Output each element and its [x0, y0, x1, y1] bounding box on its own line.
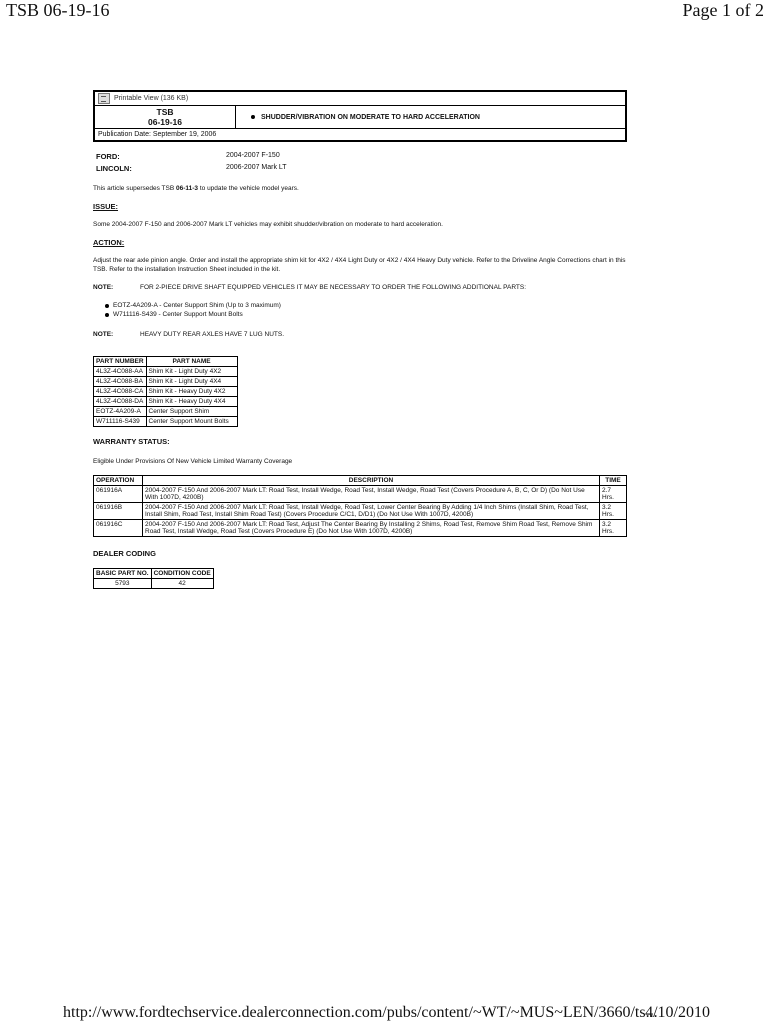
column-header: CONDITION CODE — [151, 569, 213, 579]
part-name: Shim Kit - Heavy Duty 4X2 — [146, 387, 237, 397]
part-number: W711116-S439 — [94, 417, 147, 427]
column-header: DESCRIPTION — [143, 476, 600, 486]
additional-parts-list — [93, 301, 627, 319]
basic-part-number: 5793 — [94, 579, 152, 589]
part-number: EOTZ-4A209-A — [94, 407, 147, 417]
list-item — [105, 310, 627, 319]
parts-table-wrap — [93, 356, 627, 427]
operation-code: 061916C — [94, 520, 143, 537]
part-name: Shim Kit - Light Duty 4X2 — [146, 367, 237, 377]
supersedes-post: to update the vehicle model years. — [198, 185, 299, 192]
list-item — [105, 301, 627, 310]
note-heavy-duty — [93, 331, 627, 338]
operation-time: 3.2 Hrs. — [600, 520, 627, 537]
operation-description: 2004-2007 F-150 And 2006-2007 Mark LT: Road Test, Install Wedge, Road Test, Lower Center Bearing By Adding 1/4 Inch Shims (Install Shim, Road Test, Install Shim, Road Test, Install Shim Road Test) (Covers Procedure C/C1, D/D1) (Do Not Use With 1007D, 4200B) — [143, 503, 600, 520]
bullet-icon — [251, 115, 255, 119]
printable-view-row — [95, 92, 625, 106]
part-number: 4L3Z-4C088-DA — [94, 397, 147, 407]
operation-time: 3.2 Hrs. — [600, 503, 627, 520]
tsb-subject: SHUDDER/VIBRATION ON MODERATE TO HARD ACCELERATION — [261, 113, 480, 121]
dealer-coding-table-wrap — [93, 568, 627, 589]
tsb-number: 06-19-16 — [147, 117, 183, 127]
page-header-title: TSB 06-19-16 — [6, 0, 110, 20]
operation-code: 061916A — [94, 486, 143, 503]
warranty-heading: WARRANTY STATUS: — [93, 437, 170, 446]
table-row — [94, 503, 627, 520]
tsb-number-cell — [95, 106, 236, 128]
note-text: FOR 2-PIECE DRIVE SHAFT EQUIPPED VEHICLES IT MAY BE NECESSARY TO ORDER THE FOLLOWING ADDITIONAL PARTS: — [140, 284, 527, 291]
issue-text: Some 2004-2007 F-150 and 2006-2007 Mark LT vehicles may exhibit shudder/vibration on moderate to hard acceleration. — [93, 221, 443, 228]
part-name: Center Support Mount Bolts — [146, 417, 237, 427]
table-row — [94, 579, 214, 589]
part-name: Center Support Shim — [146, 407, 237, 417]
tsb-document — [93, 90, 627, 589]
superseded-tsb: 06-11-3 — [175, 185, 199, 192]
table-row — [94, 417, 238, 427]
vehicle-models: 2006-2007 Mark LT — [226, 164, 287, 171]
column-header: TIME — [600, 476, 627, 486]
dealer-coding-heading: DEALER CODING — [93, 549, 156, 558]
table-row — [94, 367, 238, 377]
note-two-piece-driveshaft — [93, 284, 627, 291]
printable-view-link[interactable]: Printable View (136 KB) — [114, 95, 189, 102]
vehicle-make: LINCOLN: — [96, 164, 132, 173]
tsb-subject-cell — [236, 106, 480, 128]
list-item-text: W711116-S439 - Center Support Mount Bolts — [113, 311, 243, 318]
part-name: Shim Kit - Heavy Duty 4X4 — [146, 397, 237, 407]
table-row — [94, 387, 238, 397]
operation-code: 061916B — [94, 503, 143, 520]
page-footer-date: 4/10/2010 — [645, 1004, 710, 1021]
operations-table-wrap — [93, 475, 627, 537]
column-header: PART NUMBER — [94, 357, 147, 367]
part-name: Shim Kit - Light Duty 4X4 — [146, 377, 237, 387]
page-number: Page 1 of 2 — [682, 0, 764, 20]
column-header: PART NAME — [146, 357, 237, 367]
warranty-text: Eligible Under Provisions Of New Vehicle Limited Warranty Coverage — [93, 458, 293, 465]
supersedes-pre: This article supersedes TSB — [93, 185, 176, 192]
vehicle-list — [93, 152, 627, 173]
page-footer-url: http://www.fordtechservice.dealerconnection.com/pubs/content/~WT/~MUS~LEN/3660/ts... — [63, 1004, 658, 1021]
issue-heading: ISSUE: — [93, 202, 119, 211]
column-header: OPERATION — [94, 476, 143, 486]
supersedes-text — [93, 185, 627, 192]
action-text: Adjust the rear axle pinion angle. Order and install the appropriate shim kit for 4X2 / 4X4 Light Duty or 4X2 / 4X4 Heavy Duty vehicle. Refer to the Driveline Angle Corrections chart in this TSB. Refer to the installation Instruction Sheet included in the kit. — [93, 257, 626, 273]
part-number: 4L3Z-4C088-BA — [94, 377, 147, 387]
note-label: NOTE: — [93, 331, 114, 338]
printable-view-icon[interactable] — [98, 93, 110, 104]
parts-table — [93, 356, 238, 427]
condition-code: 42 — [151, 579, 213, 589]
operations-table — [93, 475, 627, 537]
vehicle-models: 2004-2007 F-150 — [226, 152, 280, 159]
part-number: 4L3Z-4C088-AA — [94, 367, 147, 377]
table-row — [94, 397, 238, 407]
table-row — [94, 407, 238, 417]
dealer-coding-table — [93, 568, 214, 589]
column-header: BASIC PART NO. — [94, 569, 152, 579]
operation-description: 2004-2007 F-150 And 2006-2007 Mark LT: Road Test, Adjust The Center Bearing By Installing 2 Shims, Road Test, Remove Shim Road Test, Remove Shim Road Test, Install Wedge, Road Test (Covers Procedure E) (Do Not Use With 1007D, 4200B) — [143, 520, 600, 537]
bullet-icon — [105, 313, 109, 317]
tsb-title-row — [95, 106, 625, 129]
tsb-header-box — [93, 90, 627, 142]
part-number: 4L3Z-4C088-CA — [94, 387, 147, 397]
list-item-text: EOTZ-4A209-A - Center Support Shim (Up to 3 maximum) — [113, 302, 281, 309]
action-heading: ACTION: — [93, 238, 125, 247]
publication-date: Publication Date: September 19, 2006 — [98, 131, 217, 138]
operation-time: 2.7 Hrs. — [600, 486, 627, 503]
tsb-label: TSB — [156, 107, 174, 117]
note-text: HEAVY DUTY REAR AXLES HAVE 7 LUG NUTS. — [140, 331, 285, 338]
bullet-icon — [105, 304, 109, 308]
note-label: NOTE: — [93, 284, 114, 291]
table-row — [94, 377, 238, 387]
table-row — [94, 520, 627, 537]
table-row — [94, 486, 627, 503]
vehicle-make: FORD: — [96, 152, 120, 161]
operation-description: 2004-2007 F-150 And 2006-2007 Mark LT: Road Test, Install Wedge, Road Test, Install Wedge, Road Test (Covers Procedure A, B, C, Or D) (Do Not Use With 1007D, 4200B) — [143, 486, 600, 503]
